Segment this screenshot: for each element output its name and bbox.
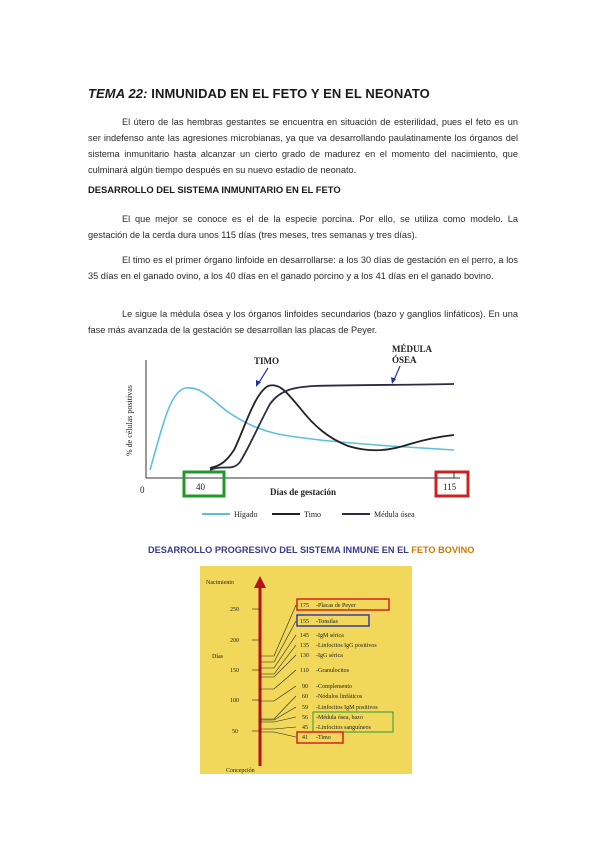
- x-tick-115: 115: [443, 482, 457, 492]
- entry-label-175: -Placas de Peyer: [316, 603, 356, 609]
- callout-medula-2: ÓSEA: [392, 355, 417, 365]
- callout-medula-arrow: [394, 366, 400, 380]
- entry-label-60: -Nódulos linfáticos: [316, 694, 363, 700]
- paragraph-thymus: El timo es el primer órgano linfoide en desarrollarse: a los 30 días de gestación en el perro, a los 35 días en el ganado ovino, a los 40 días en el ganado porcino y a los 41 días en el ganado bovino.: [88, 255, 518, 281]
- entry-day-175: 175: [300, 603, 309, 609]
- axis-tick-150: 150: [230, 668, 239, 674]
- callout-medula-1: MÉDULA: [392, 344, 432, 354]
- title-prefix: TEMA 22:: [88, 86, 148, 101]
- entry-day-155: 155: [300, 619, 309, 625]
- entry-day-145: 145: [300, 633, 309, 639]
- gestation-line-chart: [110, 338, 490, 528]
- bovine-figure-title: [148, 545, 474, 555]
- entry-label-130: -IgG sérica: [316, 653, 343, 659]
- entry-day-90: 90: [302, 684, 308, 690]
- entry-label-135: -Linfocitos IgG positivos: [316, 643, 377, 649]
- axis-side-label: Días: [212, 654, 223, 660]
- entry-day-130: 130: [300, 653, 309, 659]
- section-heading: DESARROLLO DEL SISTEMA INMUNITARIO EN EL FETO: [88, 184, 341, 195]
- legend-higado: Hígado: [234, 510, 258, 519]
- entry-label-145: -IgM sérica: [316, 633, 344, 639]
- entry-day-41: 41: [302, 735, 308, 741]
- entry-day-56: 56: [302, 715, 308, 721]
- entry-label-56: -Médula ósea, bazo: [316, 715, 363, 721]
- paragraph-porcine: El que mejor se conoce es el de la especie porcina. Por ello, se utiliza como modelo. La gestación de la cerda dura unos 115 días (tres meses, tres semanas y tres días).: [88, 214, 518, 240]
- entry-day-45: 45: [302, 725, 308, 731]
- entry-day-60: 60: [302, 694, 308, 700]
- x-tick-0: 0: [140, 485, 145, 495]
- axis-bottom-label: Concepción: [226, 768, 255, 774]
- legend-timo: Timo: [304, 510, 322, 519]
- entry-day-135: 135: [300, 643, 309, 649]
- entry-label-59: -Linfocitos IgM positivos: [316, 705, 378, 711]
- paragraph-bone-marrow: Le sigue la médula ósea y los órganos linfoides secundarios (bazo y ganglios linfáticos). En una fase más avanzada de la gestación se desarrollan las placas de Peyer.: [88, 309, 518, 335]
- intro-paragraph: El útero de las hembras gestantes se encuentra en situación de esterilidad, pues el feto es un ser indefenso ante las agresiones microbianas, ya que va desarrollando paulatinamente los órganos del sistema inmunitario hasta alcanzar un cierto grado de madurez en el momento del nacimiento, que culminará algún tiempo después en su nuevo estadio de neonato.: [88, 117, 518, 175]
- entry-label-45: -Linfocitos sanguíneos: [316, 725, 371, 731]
- callout-timo: TIMO: [254, 356, 280, 366]
- series-timo-line: [210, 385, 454, 468]
- axis-tick-250: 250: [230, 607, 239, 613]
- x-axis-label: Días de gestación: [270, 487, 336, 497]
- entry-day-110: 110: [300, 668, 309, 674]
- series-higado-line: [150, 388, 454, 470]
- entry-label-41: -Timo: [316, 735, 331, 741]
- entry-day-59: 59: [302, 705, 308, 711]
- axis-tick-100: 100: [230, 698, 239, 704]
- bovine-title-highlight: FETO BOVINO: [411, 545, 475, 555]
- x-tick-40: 40: [196, 482, 205, 492]
- axis-tick-200: 200: [230, 638, 239, 644]
- entry-label-110: -Granulocitos: [316, 668, 349, 674]
- entry-label-90: -Complemento: [316, 684, 352, 690]
- title-text: INMUNIDAD EN EL FETO Y EN EL NEONATO: [151, 86, 430, 101]
- legend-medula: Médula ósea: [374, 510, 415, 519]
- y-axis-label: % de células positivas: [125, 385, 134, 456]
- bovine-timeline-figure: [200, 566, 412, 774]
- axis-tick-50: 50: [232, 729, 238, 735]
- series-medula-line: [210, 384, 454, 470]
- entry-label-155: -Tonsilas: [316, 619, 338, 625]
- axis-top-label: Nacimiento: [206, 580, 234, 586]
- bovine-title-text: DESARROLLO PROGRESIVO DEL SISTEMA INMUNE EN EL: [148, 545, 409, 555]
- page-title: [88, 86, 528, 101]
